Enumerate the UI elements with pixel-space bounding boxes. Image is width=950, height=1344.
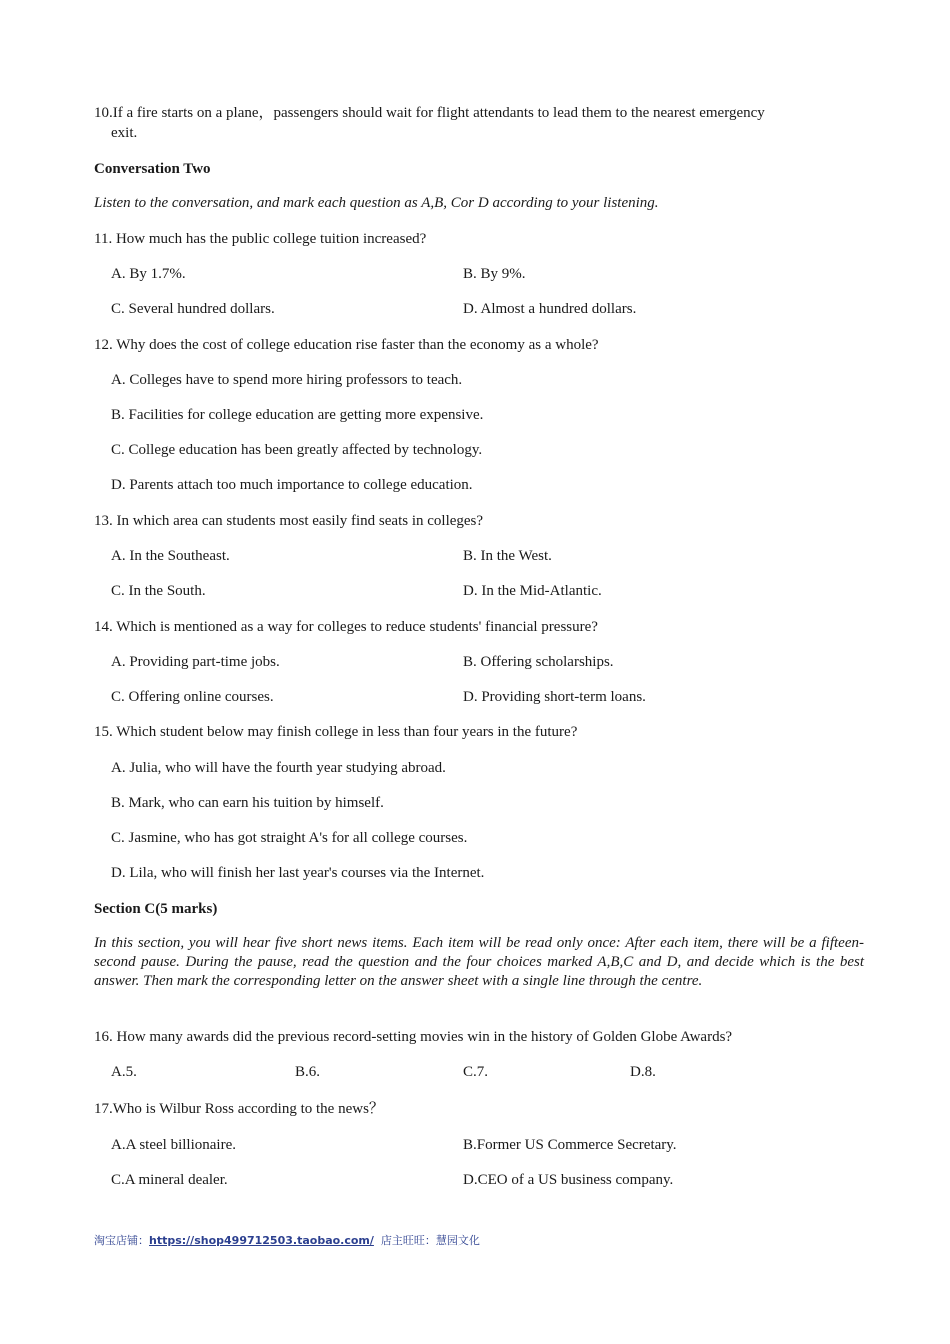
- q12-option-b: B. Facilities for college education are getting more expensive.: [111, 407, 484, 423]
- q15-question: 15. Which student below may finish college in less than four years in the future?: [94, 724, 578, 740]
- footer: [94, 1231, 480, 1250]
- q16-option-b: B.6.: [295, 1064, 321, 1080]
- conversation-two-instruction: Listen to the conversation, and mark each question as A,B, Cor D according to your listening.: [94, 195, 659, 211]
- q14-option-c: C. Offering online courses.: [111, 689, 274, 705]
- q11-option-d: D. Almost a hundred dollars.: [463, 301, 637, 317]
- q11-option-a: A. By 1.7%.: [111, 266, 186, 282]
- q12-option-d: D. Parents attach too much importance to college education.: [111, 477, 473, 493]
- q17-option-d: D.CEO of a US business company.: [463, 1172, 674, 1188]
- q12-option-c: C. College education has been greatly affected by technology.: [111, 442, 483, 458]
- q15-option-a: A. Julia, who will have the fourth year studying abroad.: [111, 760, 446, 776]
- q17-option-c: C.A mineral dealer.: [111, 1172, 228, 1188]
- q13-option-d: D. In the Mid-Atlantic.: [463, 583, 602, 599]
- q13-question: 13. In which area can students most easily find seats in colleges?: [94, 513, 484, 529]
- q16-question: 16. How many awards did the previous record-setting movies win in the history of Golden Globe Awards?: [94, 1029, 733, 1045]
- q11-option-c: C. Several hundred dollars.: [111, 301, 275, 317]
- q17-option-a: A.A steel billionaire.: [111, 1137, 236, 1153]
- section-c-heading: Section C(5 marks): [94, 901, 218, 917]
- conversation-two-heading: Conversation Two: [94, 161, 211, 177]
- q12-option-a: A. Colleges have to spend more hiring professors to teach.: [111, 372, 463, 388]
- q11-option-b: B. By 9%.: [463, 266, 526, 282]
- q10-line2: exit.: [111, 125, 138, 141]
- shop-link[interactable]: https://shop499712503.taobao.com/: [149, 1234, 374, 1247]
- q16-option-c: C.7.: [463, 1064, 489, 1080]
- q14-question: 14. Which is mentioned as a way for colleges to reduce students' financial pressure?: [94, 619, 598, 635]
- footer-suffix: 店主旺旺：慧园文化: [380, 1234, 480, 1247]
- q17-option-b: B.Former US Commerce Secretary.: [463, 1137, 677, 1153]
- q14-option-a: A. Providing part-time jobs.: [111, 654, 280, 670]
- q15-option-d: D. Lila, who will finish her last year's courses via the Internet.: [111, 865, 485, 881]
- q13-option-c: C. In the South.: [111, 583, 206, 599]
- q12-question: 12. Why does the cost of college education rise faster than the economy as a whole?: [94, 337, 599, 353]
- q16-option-a: A.5.: [111, 1064, 137, 1080]
- section-c-instruction: In this section, you will hear five short news items. Each item will be read only once: After each item, there will be a fifteen-second pause. During the pause, read the question and the four choices marked A,B,C and D, and decide which is the best answer. Then mark the corresponding letter on the answer sheet with a single line through the centre.: [94, 935, 864, 989]
- q16-option-d: D.8.: [630, 1064, 656, 1080]
- q14-option-d: D. Providing short-term loans.: [463, 689, 646, 705]
- q17-question: 17.Who is Wilbur Ross according to the news？: [94, 1101, 384, 1117]
- q13-option-b: B. In the West.: [463, 548, 552, 564]
- q15-option-c: C. Jasmine, who has got straight A's for all college courses.: [111, 830, 468, 846]
- footer-prefix: 淘宝店铺：: [94, 1234, 149, 1247]
- q13-option-a: A. In the Southeast.: [111, 548, 230, 564]
- q11-question: 11. How much has the public college tuition increased?: [94, 231, 427, 247]
- q10-line1: 10.If a fire starts on a plane，passengers should wait for flight attendants to lead them to the nearest emergency: [94, 105, 765, 121]
- q14-option-b: B. Offering scholarships.: [463, 654, 614, 670]
- q15-option-b: B. Mark, who can earn his tuition by himself.: [111, 795, 384, 811]
